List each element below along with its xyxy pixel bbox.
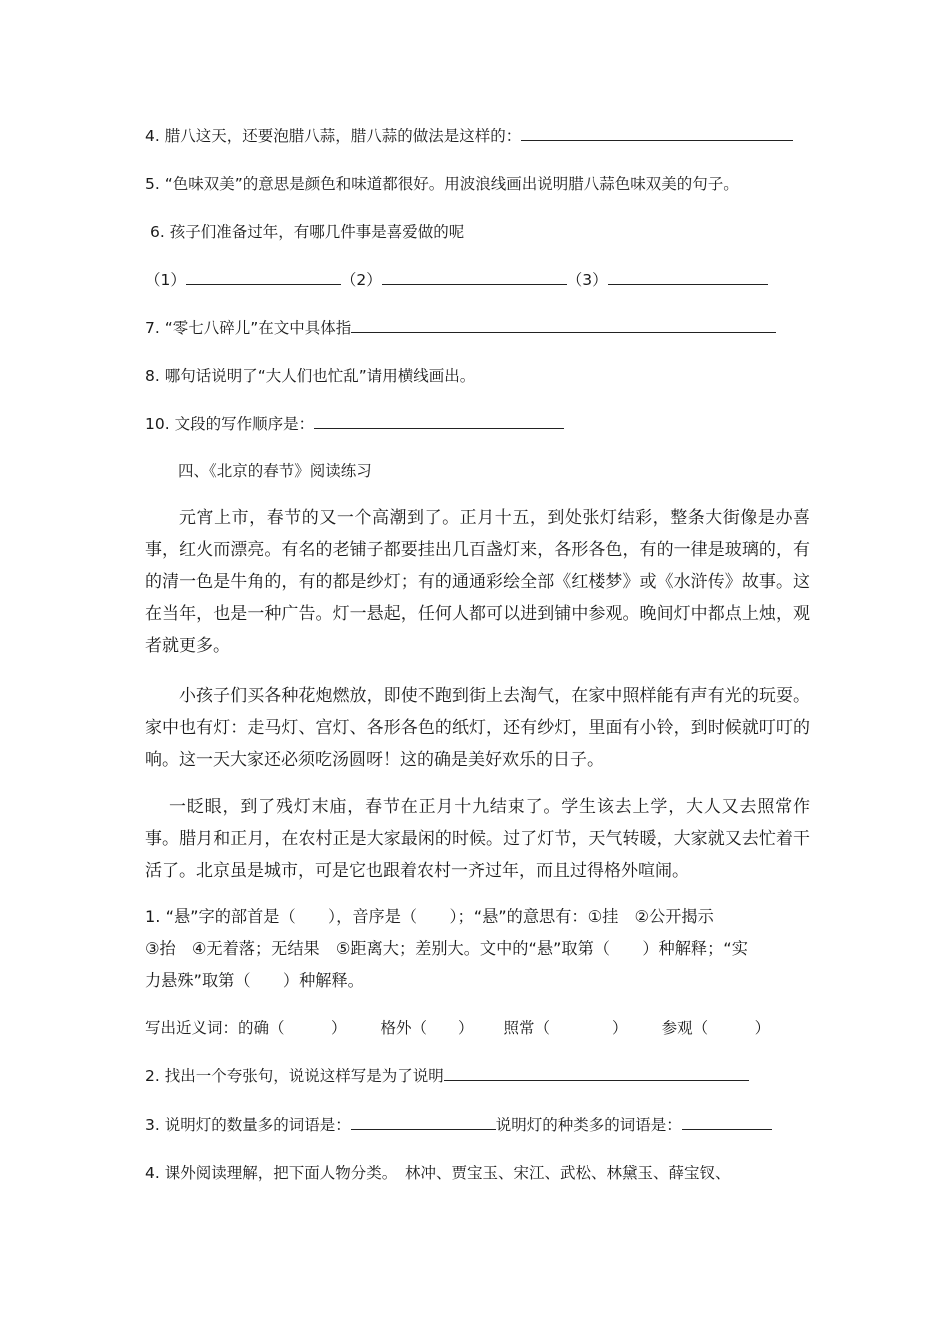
question-8-text: 8. 哪句话说明了“大人们也忙乱”请用横线画出。 <box>145 367 476 385</box>
exercise-1-line-3: 力悬殊”取第（ ）种解释。 <box>145 971 364 990</box>
question-7-text: 7. “零七八碎儿”在文中具体指 <box>145 319 352 337</box>
question-4 <box>145 126 793 146</box>
answer-blank[interactable] <box>608 270 768 285</box>
answer-label-3: （3） <box>566 271 608 289</box>
answer-blank[interactable] <box>186 270 341 285</box>
passage-paragraph-3: 一眨眼，到了残灯末庙，春节在正月十九结束了。学生该去上学，大人又去照常作事。腊月和正月，在农村正是大家最闲的时候。过了灯节，天气转暖，大家就又去忙着干活了。北京虽是城市，可是它也跟着农村一齐过年，而且过得格外喧闹。 <box>145 797 810 881</box>
exercise-3-text-2: 说明灯的种类多的词语是： <box>495 1116 682 1134</box>
synonym-row <box>145 1018 770 1038</box>
answer-blank[interactable] <box>382 270 567 285</box>
question-10 <box>145 414 564 434</box>
synonym-item[interactable]: 照常（ ） <box>503 1019 628 1037</box>
answer-blank[interactable] <box>682 1115 772 1130</box>
answer-blank[interactable] <box>521 126 793 141</box>
exercise-3 <box>145 1115 772 1135</box>
question-5 <box>145 174 739 194</box>
synonym-item[interactable]: 格外（ ） <box>380 1019 474 1037</box>
synonym-item[interactable]: 的确（ ） <box>238 1019 347 1037</box>
question-4-text: 4. 腊八这天，还要泡腊八蒜，腊八蒜的做法是这样的： <box>145 127 522 145</box>
answer-blank[interactable] <box>351 1115 496 1130</box>
exercise-3-text-1: 3. 说明灯的数量多的词语是： <box>145 1116 351 1134</box>
answer-blank[interactable] <box>314 414 564 429</box>
exercise-4: 4. 课外阅读理解，把下面人物分类。 林冲、贾宝玉、宋江、武松、林黛玉、薛宝钗、 <box>145 1164 731 1182</box>
exercise-1-line-2: ③抬 ④无着落；无结果 ⑤距离大；差别大。文中的“悬”取第（ ）种解释；“实 <box>145 939 748 958</box>
synonym-label: 写出近义词： <box>145 1019 239 1037</box>
exercise-2 <box>145 1066 749 1086</box>
answer-blank[interactable] <box>351 318 776 333</box>
synonym-item[interactable]: 参观（ ） <box>661 1019 771 1037</box>
exercise-2-text: 2. 找出一个夸张句，说说这样写是为了说明 <box>145 1067 444 1085</box>
question-6-text: 6. 孩子们准备过年，有哪几件事是喜爱做的呢 <box>150 223 465 241</box>
question-7 <box>145 318 776 338</box>
question-6 <box>150 222 464 242</box>
section-title: 四、《北京的春节》阅读练习 <box>178 462 372 480</box>
answer-blank[interactable] <box>444 1066 749 1081</box>
question-10-text: 10. 文段的写作顺序是： <box>145 415 315 433</box>
passage-paragraph-2: 小孩子们买各种花炮燃放，即使不跑到街上去淘气，在家中照样能有声有光的玩耍。家中也有灯：走马灯、宫灯、各形各色的纸灯，还有纱灯，里面有小铃，到时候就叮叮的响。这一天大家还必须吃汤圆呀！这的确是美好欢乐的日子。 <box>145 686 810 770</box>
question-5-text: 5. “色味双美”的意思是颜色和味道都很好。用波浪线画出说明腊八蒜色味双美的句子。 <box>145 175 739 193</box>
question-6-answers <box>145 270 768 290</box>
answer-label-2: （2） <box>340 271 382 289</box>
answer-label-1: （1） <box>145 271 186 289</box>
passage-paragraph-1: 元宵上市，春节的又一个高潮到了。正月十五，到处张灯结彩，整条大街像是办喜事，红火而漂亮。有名的老铺子都要挂出几百盏灯来，各形各色，有的一律是玻璃的，有的清一色是牛角的，有的都是纱灯；有的通通彩绘全部《红楼梦》或《水浒传》故事。这在当年，也是一种广告。灯一悬起，任何人都可以进到铺中参观。晚间灯中都点上烛，观者就更多。 <box>145 508 810 656</box>
question-8 <box>145 366 475 386</box>
exercise-1-line-1: 1. “悬”字的部首是（ ），音序是（ ）；“悬”的意思有：①挂 ②公开揭示 <box>145 907 714 926</box>
